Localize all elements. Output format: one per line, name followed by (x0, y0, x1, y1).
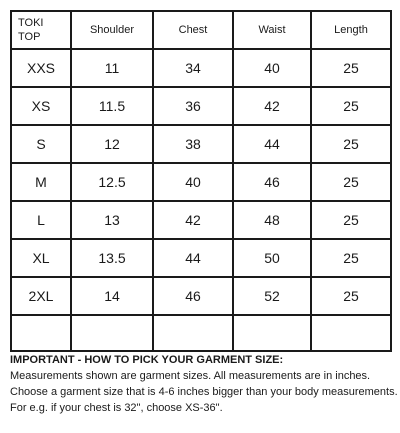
waist-value: 50 (233, 239, 311, 277)
size-chart-table (10, 10, 392, 352)
chest-value: 34 (153, 49, 233, 87)
waist-header: Waist (233, 11, 311, 49)
empty-cell (233, 315, 311, 351)
waist-value: 42 (233, 87, 311, 125)
size-label: M (11, 163, 71, 201)
shoulder-value: 12 (71, 125, 153, 163)
shoulder-value: 13 (71, 201, 153, 239)
notes-heading: IMPORTANT - HOW TO PICK YOUR GARMENT SIZE: (10, 354, 284, 366)
product-name-header (11, 11, 71, 49)
table-row (11, 277, 391, 315)
table-header-row (11, 11, 391, 49)
length-value: 25 (311, 125, 391, 163)
chest-value: 46 (153, 277, 233, 315)
shoulder-value: 11.5 (71, 87, 153, 125)
length-value: 25 (311, 87, 391, 125)
empty-cell (311, 315, 391, 351)
waist-value: 44 (233, 125, 311, 163)
waist-value: 48 (233, 201, 311, 239)
length-value: 25 (311, 277, 391, 315)
table-row (11, 125, 391, 163)
chest-value: 44 (153, 239, 233, 277)
chest-value: 38 (153, 125, 233, 163)
table-row (11, 49, 391, 87)
shoulder-value: 12.5 (71, 163, 153, 201)
product-name-line-2: TOP (18, 31, 41, 43)
length-header: Length (311, 11, 391, 49)
length-value: 25 (311, 49, 391, 87)
size-rows (11, 49, 391, 351)
size-label: 2XL (11, 277, 71, 315)
product-name-line-1: TOKI (18, 17, 44, 29)
size-label: XL (11, 239, 71, 277)
size-label: S (11, 125, 71, 163)
table-row (11, 163, 391, 201)
length-value: 25 (311, 239, 391, 277)
waist-value: 52 (233, 277, 311, 315)
table-row (11, 87, 391, 125)
waist-value: 46 (233, 163, 311, 201)
empty-table-row (11, 315, 391, 351)
size-label: XS (11, 87, 71, 125)
length-value: 25 (311, 163, 391, 201)
notes-line-2: Choose a garment size that is 4-6 inches bigger than your body measurements. (10, 386, 398, 398)
table-row (11, 201, 391, 239)
notes-line-3: For e.g. if your chest is 32", choose XS-36". (10, 402, 223, 414)
chest-header: Chest (153, 11, 233, 49)
shoulder-value: 14 (71, 277, 153, 315)
chest-value: 40 (153, 163, 233, 201)
shoulder-value: 11 (71, 49, 153, 87)
empty-cell (153, 315, 233, 351)
empty-cell (71, 315, 153, 351)
chest-value: 42 (153, 201, 233, 239)
empty-cell (11, 315, 71, 351)
chest-value: 36 (153, 87, 233, 125)
waist-value: 40 (233, 49, 311, 87)
length-value: 25 (311, 201, 391, 239)
table-row (11, 239, 391, 277)
shoulder-header: Shoulder (71, 11, 153, 49)
notes-line-1: Measurements shown are garment sizes. All measurements are in inches. (10, 370, 371, 382)
shoulder-value: 13.5 (71, 239, 153, 277)
size-label: XXS (11, 49, 71, 87)
sizing-notes (10, 352, 398, 416)
size-label: L (11, 201, 71, 239)
